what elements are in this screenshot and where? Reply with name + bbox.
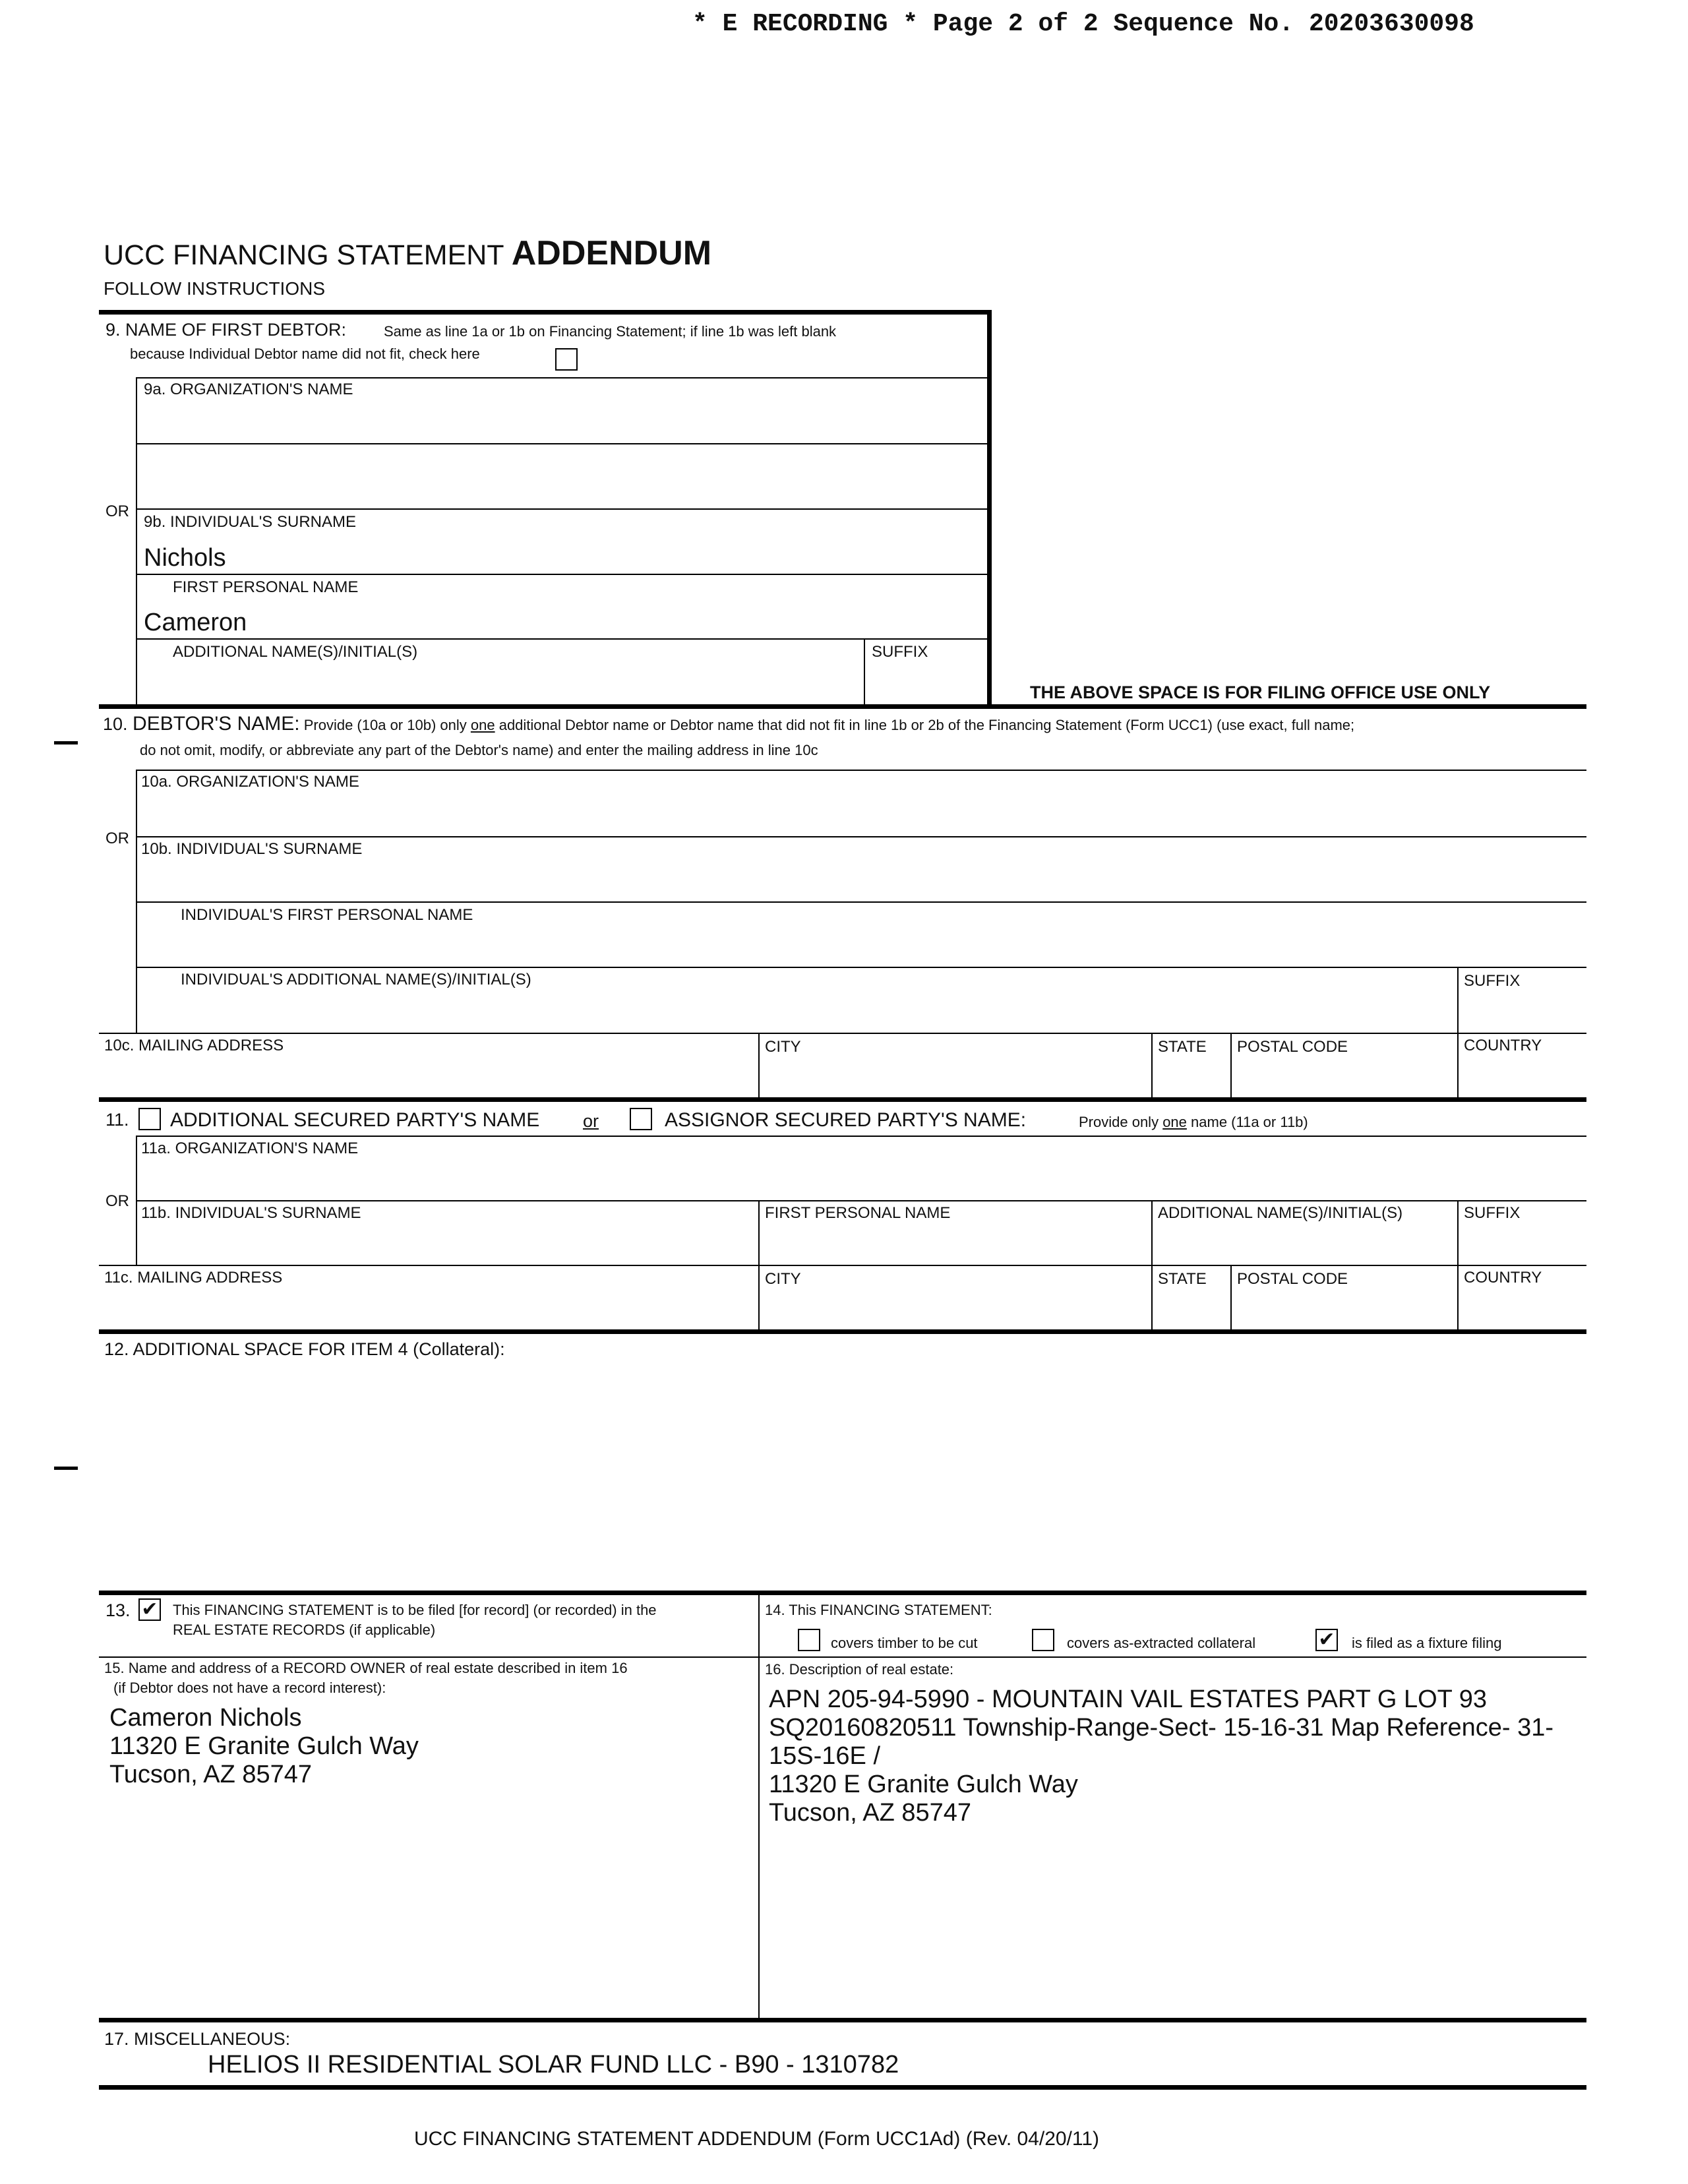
- item10a-label: 10a. ORGANIZATION'S NAME: [141, 773, 359, 791]
- item11-assignor-checkbox[interactable]: [630, 1108, 652, 1130]
- item10-num: 10.: [103, 714, 133, 734]
- item9-additional-top: [136, 638, 987, 640]
- item11-or: or: [583, 1111, 599, 1131]
- item13-text-line2: REAL ESTATE RECORDS (if applicable): [173, 1622, 436, 1638]
- item9-top-border: [99, 310, 992, 315]
- item11a-top: [136, 1136, 1586, 1137]
- item10-title: DEBTOR'S NAME:: [133, 713, 300, 735]
- item11-num: 11.: [106, 1110, 129, 1130]
- item9-first-top: [136, 574, 987, 575]
- item11b-first-label: FIRST PERSONAL NAME: [765, 1204, 951, 1222]
- item17-top-border: [99, 2018, 1586, 2022]
- item10-suffix-label: SUFFIX: [1464, 972, 1521, 990]
- margin-mark-top: [54, 741, 78, 744]
- item11-note-one: one: [1162, 1114, 1187, 1130]
- item14-fixture-label: is filed as a fixture filing: [1352, 1635, 1502, 1651]
- item15-owner-street[interactable]: 11320 E Granite Gulch Way: [109, 1732, 419, 1760]
- item16-description-line5[interactable]: Tucson, AZ 85747: [769, 1799, 972, 1827]
- item13-real-estate-checkbox[interactable]: ✔: [138, 1598, 161, 1621]
- item15-label-line1: 15. Name and address of a RECORD OWNER of real estate described in item 16: [104, 1660, 628, 1676]
- item9-suffix-field[interactable]: [866, 662, 985, 702]
- item10c-address-field[interactable]: [103, 1056, 754, 1096]
- item11c-country-field[interactable]: [1461, 1289, 1584, 1327]
- item10c-postal-divider: [1230, 1033, 1232, 1099]
- item10c-country-label: COUNTRY: [1464, 1037, 1542, 1054]
- item15-owner-city[interactable]: Tucson, AZ 85747: [109, 1761, 313, 1788]
- item9a-divider: [136, 443, 987, 444]
- item11b-first-field[interactable]: [762, 1224, 1147, 1262]
- item10-first-label: INDIVIDUAL'S FIRST PERSONAL NAME: [181, 906, 473, 924]
- item13-num: 13.: [106, 1600, 131, 1620]
- item10c-country-field[interactable]: [1461, 1056, 1584, 1096]
- item10-suffix-field[interactable]: [1461, 990, 1584, 1030]
- item9-label: 9. NAME OF FIRST DEBTOR:: [106, 320, 347, 340]
- item9b-surname-value[interactable]: Nichols: [144, 544, 226, 572]
- item11b-label: 11b. INDIVIDUAL'S SURNAME: [141, 1204, 361, 1222]
- item11c-postal-divider: [1230, 1265, 1232, 1329]
- item13-text-line1: This FINANCING STATEMENT is to be filed [for record] (or recorded) in the: [173, 1602, 657, 1618]
- item14-extracted-checkbox[interactable]: [1032, 1629, 1054, 1651]
- item9-left-border: [136, 377, 137, 706]
- item11c-state-field[interactable]: [1155, 1289, 1226, 1327]
- item9-additional-label: ADDITIONAL NAME(S)/INITIAL(S): [173, 643, 418, 661]
- item9-suffix-label: SUFFIX: [872, 643, 928, 661]
- item12-top-border: [99, 1329, 1586, 1334]
- item11b-additional-field[interactable]: [1155, 1224, 1453, 1262]
- item11b-additional-divider: [1151, 1200, 1153, 1265]
- item9-or-label: OR: [106, 502, 129, 520]
- item11c-city-label: CITY: [765, 1270, 801, 1288]
- item10-note-a: Provide (10a or 10b) only: [299, 717, 471, 733]
- recording-header: * E RECORDING * Page 2 of 2 Sequence No. 20203630098: [692, 10, 1474, 38]
- item10c-city-label: CITY: [765, 1038, 801, 1056]
- item10b-top: [136, 836, 1586, 837]
- item11b-suffix-label: SUFFIX: [1464, 1204, 1521, 1222]
- filing-office-note: THE ABOVE SPACE IS FOR FILING OFFICE USE ONLY: [1030, 682, 1491, 702]
- item16-description-line2[interactable]: SQ20160820511 Township-Range-Sect- 15-16-31 Map Reference- 31-: [769, 1714, 1553, 1742]
- item9-first-value[interactable]: Cameron: [144, 609, 247, 636]
- item14-extracted-label: covers as-extracted collateral: [1067, 1635, 1256, 1651]
- item10-additional-label: INDIVIDUAL'S ADDITIONAL NAME(S)/INITIAL(S): [181, 971, 531, 988]
- item10-additional-field[interactable]: [138, 990, 1453, 1030]
- item13-top-border: [99, 1591, 1586, 1595]
- item14-timber-label: covers timber to be cut: [831, 1635, 978, 1651]
- item10-first-top: [136, 901, 1586, 903]
- item10-top-border: [99, 704, 1586, 709]
- item16-description-line3[interactable]: 15S-16E /: [769, 1742, 880, 1770]
- form-title-prefix: UCC FINANCING STATEMENT: [104, 239, 512, 271]
- item9b-top: [136, 508, 987, 510]
- follow-instructions: FOLLOW INSTRUCTIONS: [104, 278, 326, 299]
- item11c-label: 11c. MAILING ADDRESS: [104, 1269, 283, 1287]
- item10c-state-divider: [1151, 1033, 1153, 1099]
- item11-or-label: OR: [106, 1192, 129, 1210]
- item11b-surname-field[interactable]: [138, 1224, 754, 1262]
- margin-mark-bottom: [54, 1467, 78, 1470]
- item11-additional-label: ADDITIONAL SECURED PARTY'S NAME: [170, 1109, 540, 1131]
- item10-label: [103, 715, 1354, 735]
- item9-note-line1: Same as line 1a or 1b on Financing Statement; if line 1b was left blank: [384, 323, 837, 340]
- item11c-postal-field[interactable]: [1234, 1289, 1453, 1327]
- item9-additional-field[interactable]: [138, 662, 861, 702]
- item11-assignor-label: ASSIGNOR SECURED PARTY'S NAME:: [665, 1109, 1027, 1131]
- form-title-addendum: ADDENDUM: [511, 234, 712, 272]
- item11-note-a: Provide only: [1079, 1114, 1163, 1130]
- item9-note-line2: because Individual Debtor name did not fit, check here: [130, 346, 480, 362]
- item10c-top: [99, 1033, 1586, 1034]
- item16-description-line4[interactable]: 11320 E Granite Gulch Way: [769, 1771, 1078, 1798]
- item10-note-b: additional Debtor name or Debtor name that did not fit in line 1b or 2b of the Financing Statement (Form UCC1) (use exact, full name;: [495, 717, 1355, 733]
- item17-misc-value[interactable]: HELIOS II RESIDENTIAL SOLAR FUND LLC - B90 - 1310782: [208, 2051, 899, 2078]
- item11-note: [1079, 1113, 1308, 1132]
- item14-fixture-checkbox[interactable]: ✔: [1315, 1629, 1338, 1651]
- item9a-field[interactable]: [138, 400, 982, 442]
- item10c-state-field[interactable]: [1155, 1056, 1226, 1096]
- item11c-city-field[interactable]: [762, 1289, 1147, 1327]
- item10c-label: 10c. MAILING ADDRESS: [104, 1037, 284, 1054]
- item15-owner-name[interactable]: Cameron Nichols: [109, 1704, 302, 1732]
- item10b-field[interactable]: [138, 860, 1582, 899]
- item11c-top: [99, 1265, 1586, 1266]
- item11c-country-label: COUNTRY: [1464, 1269, 1542, 1287]
- item9-rule: [136, 377, 987, 379]
- item17-bottom-border: [99, 2085, 1586, 2090]
- item13-14-divider: [758, 1591, 760, 2020]
- item15-label-line2: (if Debtor does not have a record interest):: [113, 1680, 386, 1696]
- item11-top-border: [99, 1097, 1586, 1102]
- item9a-label: 9a. ORGANIZATION'S NAME: [144, 380, 353, 398]
- item9a-field-line2[interactable]: [138, 446, 982, 505]
- item10-note-line2: do not omit, modify, or abbreviate any part of the Debtor's name) and enter the mailing address in line 10c: [140, 742, 818, 758]
- item9b-label: 9b. INDIVIDUAL'S SURNAME: [144, 513, 356, 531]
- item10c-postal-label: POSTAL CODE: [1237, 1038, 1348, 1056]
- item10a-top: [136, 770, 1586, 771]
- item16-label: 16. Description of real estate:: [765, 1661, 954, 1678]
- item14-label: 14. This FINANCING STATEMENT:: [765, 1602, 992, 1618]
- item11c-postal-label: POSTAL CODE: [1237, 1270, 1348, 1288]
- item14-timber-checkbox[interactable]: [798, 1629, 820, 1651]
- item11a-label: 11a. ORGANIZATION'S NAME: [141, 1139, 359, 1157]
- item11b-additional-label: ADDITIONAL NAME(S)/INITIAL(S): [1158, 1204, 1403, 1222]
- item10b-label: 10b. INDIVIDUAL'S SURNAME: [141, 840, 363, 858]
- item10a-field[interactable]: [138, 791, 1582, 834]
- item15-top-border: [99, 1656, 1586, 1658]
- item9-suffix-divider: [864, 638, 865, 706]
- item9-first-label: FIRST PERSONAL NAME: [173, 578, 359, 596]
- form-footer: UCC FINANCING STATEMENT ADDENDUM (Form UCC1Ad) (Rev. 04/20/11): [414, 2128, 1100, 2150]
- item11a-field[interactable]: [138, 1158, 1582, 1198]
- item10c-city-divider: [758, 1033, 760, 1099]
- form-title: [104, 235, 711, 274]
- item11c-state-label: STATE: [1158, 1270, 1207, 1288]
- item11b-suffix-field[interactable]: [1461, 1224, 1584, 1262]
- item10c-state-label: STATE: [1158, 1038, 1207, 1056]
- item11-note-b: name (11a or 11b): [1186, 1114, 1308, 1130]
- item17-label: 17. MISCELLANEOUS:: [104, 2029, 291, 2049]
- item9-right-border: [987, 310, 992, 706]
- item9-same-as-checkbox[interactable]: [555, 348, 578, 371]
- item11-additional-checkbox[interactable]: [138, 1108, 161, 1130]
- item10-note-one: one: [470, 717, 495, 733]
- item10-additional-top: [136, 967, 1586, 968]
- item10c-city-field[interactable]: [762, 1056, 1147, 1096]
- item12-collateral-field[interactable]: [103, 1362, 1584, 1587]
- item10-or-label: OR: [106, 830, 129, 847]
- item11c-state-divider: [1151, 1265, 1153, 1329]
- item11c-address-field[interactable]: [103, 1289, 754, 1327]
- item10-first-field[interactable]: [138, 925, 1582, 964]
- item10c-postal-field[interactable]: [1234, 1056, 1453, 1096]
- item11b-top: [136, 1200, 1586, 1201]
- item16-description-line1[interactable]: APN 205-94-5990 - MOUNTAIN VAIL ESTATES PART G LOT 93: [769, 1685, 1488, 1713]
- item12-label: 12. ADDITIONAL SPACE FOR ITEM 4 (Collateral):: [104, 1339, 505, 1359]
